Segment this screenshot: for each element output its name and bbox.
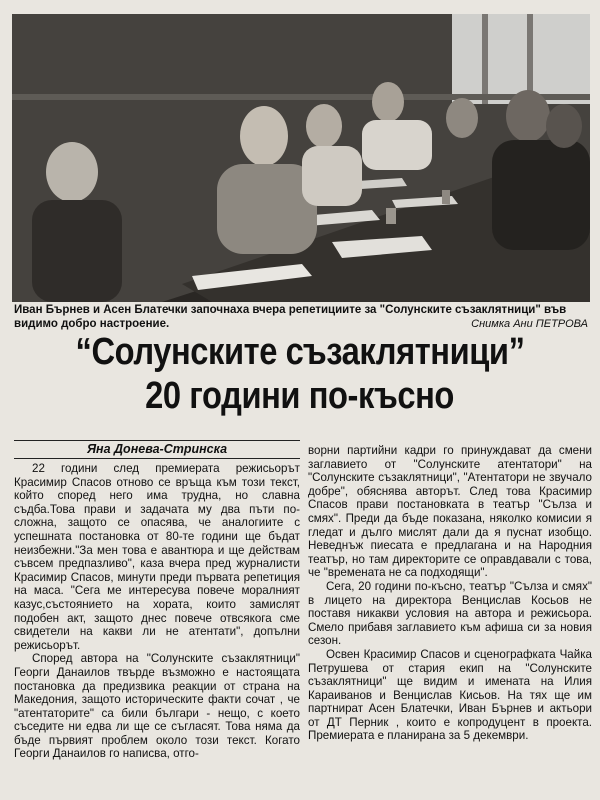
paragraph: 22 години след премиерата режисьорът Красимир Спасов отново се връща към този текст, който според него има трудна, но славна съдба.Това прави и задачата му два пъти по-сложна, защото се опасява, че аналогиите с успешната постановка от 80-те години ще бъдат неизбежни."За мен това е авантюра и ще действам съвсем предпазливо", каза вчера пред журналисти Красимир Спасов, минути преди първата репетиция на маса. "Сега ме интересува повече моралният казус,състоянието на хората, които замислят подобен акт, защото днес повече отвсякога сме свидетели на какви ли не атентати", допълни режисьорът. (14, 462, 300, 652)
byline-rule-bottom (14, 458, 300, 459)
article-headline (0, 330, 600, 418)
photo-caption (14, 303, 588, 331)
article-column-right (308, 444, 592, 743)
headline-line-2: 20 години по-късно (145, 375, 455, 417)
article-column-left (14, 462, 300, 761)
photo-illustration (12, 14, 590, 302)
byline-rule-top (14, 440, 300, 441)
byline: Яна Донева-Стринска (86, 442, 228, 456)
caption-text: Иван Бърнев и Асен Блатечки започнаха вчера репетициите за "Солунските съзаклятници" във видимо добро настроение. (14, 304, 567, 330)
paragraph: Сега, 20 години по-късно, театър "Сълза и смях" в лицето на директора Венцислав Косьов не поставя никакви условия на автора и режисьора. Смело прибавя заглавието към афиша си за новия сезон. (308, 579, 592, 648)
headline-line-1: “Солунските съзаклятници” (75, 331, 525, 373)
paragraph: Освен Красимир Спасов и сценографката Чайка Петрушева от стария екип на "Солунските съзаклятници" ще видим и имената на Илия Караиванов и Венцислав Кисьов. На тях ще им партнират Асен Блатечки, Иван Бърнев и актьори от ДТ Перник , които е копродуцент в проекта. Премиерата е планирана за 5 декември. (308, 647, 592, 743)
photo-credit: Снимка Ани ПЕТРОВА (471, 318, 588, 330)
paragraph: ворни партийни кадри го принуждават да смени заглавието от "Солунските атентатори" на "Солунските съзаклятници", "Атентатори не звучало добре", обяснява авторът. След това Красимир Спасов прави постановката в театър "Сълза и смях". Преди да бъде показана, няколко комисии я гледат и дълго мислят дали да я пуснат изобщо. Неведнъж пиесата е предлагана и на Народния театър, но там директорите се оправдавали с това, че "времената не са подходящи". (308, 444, 592, 580)
paragraph: Според автора на "Солунските съзаклятници" Георги Данаилов твърде възможно е настоящата постановка да предизвика реакции от страна на Македония, защото историческите факти сочат , че "атентаторите" са били българи - нещо, с което съседите ни едва ли ще се съгласят. Това няма да бъде първият проблем около този текст. Когато Георги Данаилов го написва, отго- (14, 652, 300, 761)
article-photo (12, 14, 590, 302)
